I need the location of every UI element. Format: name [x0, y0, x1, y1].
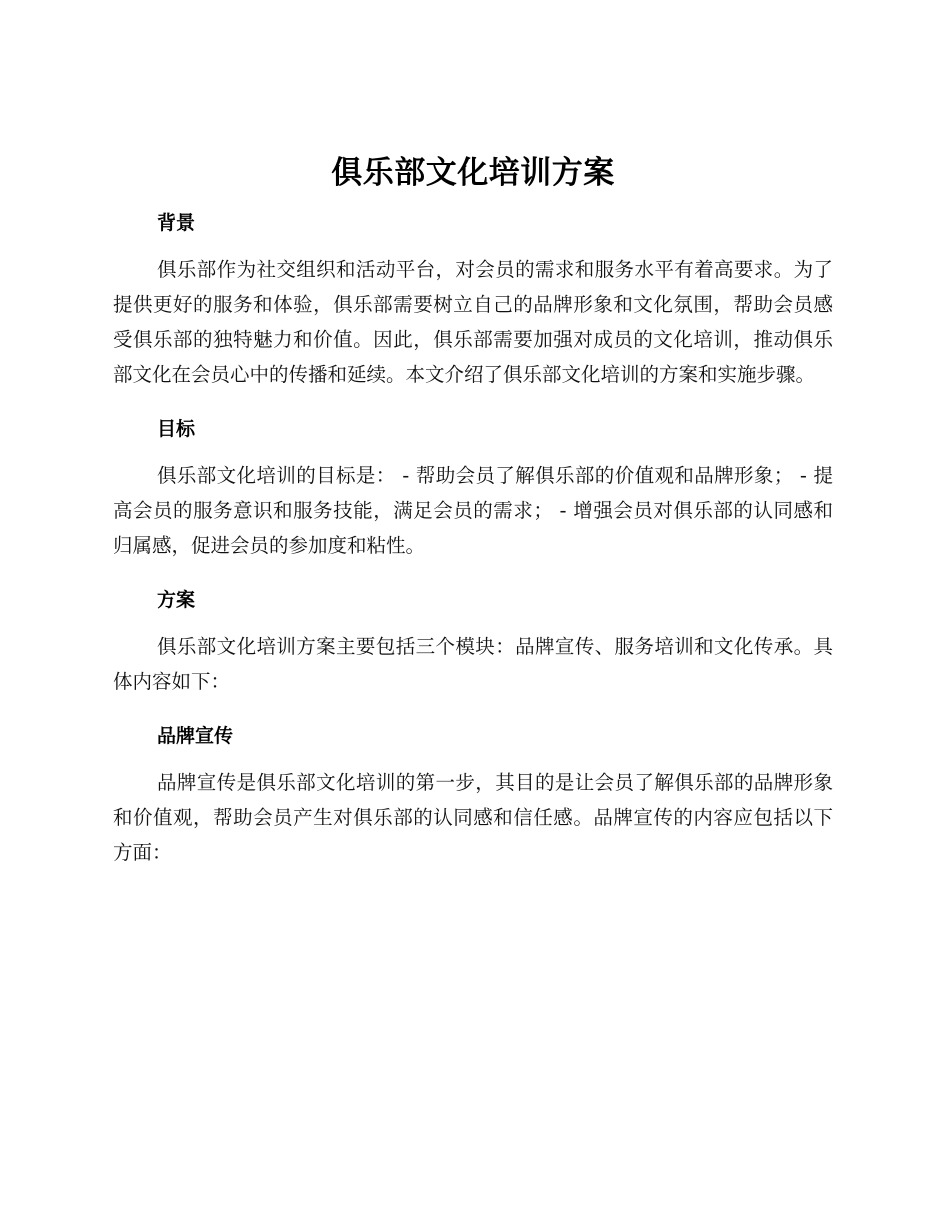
spacer — [113, 238, 833, 252]
document-content — [113, 150, 833, 870]
document-title: 俱乐部文化培训方案 — [331, 155, 615, 191]
section-paragraph-plan: 俱乐部文化培训方案主要包括三个模块：品牌宣传、服务培训和文化传承。具体内容如下： — [113, 635, 833, 693]
spacer — [113, 392, 833, 414]
section-heading-goals: 目标 — [157, 418, 196, 440]
section-heading-background: 背景 — [157, 212, 196, 234]
spacer — [113, 751, 833, 765]
spacer — [113, 699, 833, 721]
section-paragraph-goals: 俱乐部文化培训的目标是： - 帮助会员了解俱乐部的价值观和品牌形象； - 提高会员的服务意识和服务技能，满足会员的需求； - 增强会员对俱乐部的认同感和归属感，促进会员的参加度和粘性。 — [113, 464, 833, 557]
section-paragraph-background: 俱乐部作为社交组织和活动平台，对会员的需求和服务水平有着高要求。为了提供更好的服务和体验，俱乐部需要树立自己的品牌形象和文化氛围，帮助会员感受俱乐部的独特魅力和价值。因此，俱乐部需要加强对成员的文化培训，推动俱乐部文化在会员心中的传播和延续。本文介绍了俱乐部文化培训的方案和实施步骤。 — [113, 258, 833, 386]
spacer — [113, 444, 833, 458]
spacer — [113, 196, 833, 208]
spacer — [113, 563, 833, 585]
section-heading-brand-promotion: 品牌宣传 — [157, 725, 234, 747]
section-paragraph-brand-promotion: 品牌宣传是俱乐部文化培训的第一步，其目的是让会员了解俱乐部的品牌形象和价值观，帮助会员产生对俱乐部的认同感和信任感。品牌宣传的内容应包括以下方面： — [113, 771, 833, 864]
section-heading-plan: 方案 — [157, 589, 196, 611]
spacer — [113, 615, 833, 629]
